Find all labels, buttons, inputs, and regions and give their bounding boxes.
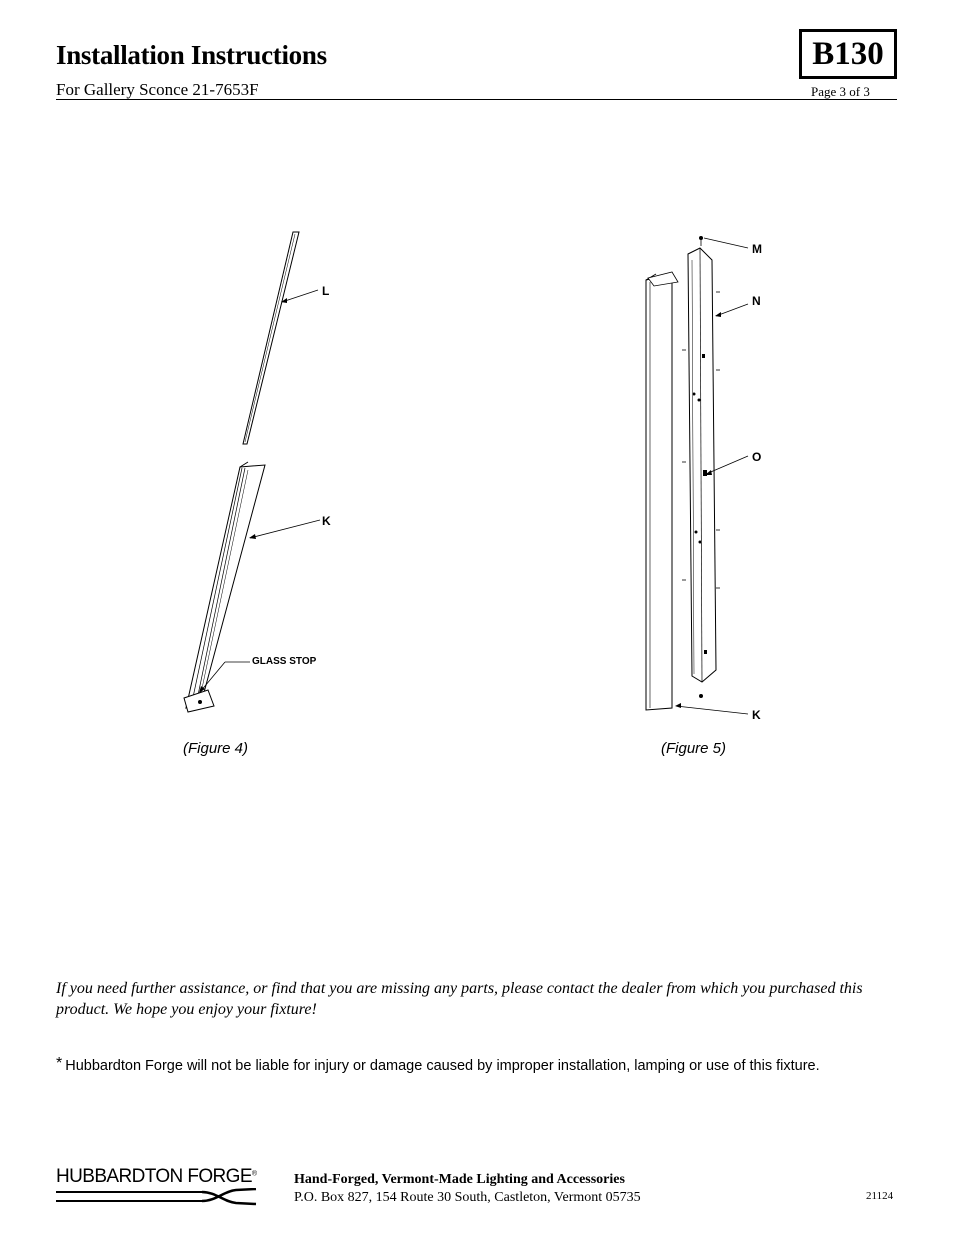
figure-5-label-o: O: [752, 450, 762, 464]
logo-registered-mark: ®: [251, 1170, 258, 1178]
page-title: Installation Instructions: [56, 40, 327, 70]
footer-tagline: Hand-Forged, Vermont-Made Lighting and Accessories: [294, 1172, 625, 1187]
figure-5-label-k: K: [752, 708, 761, 722]
footer-doc-number: 21124: [866, 1190, 894, 1202]
logo-tongs-icon: [56, 1188, 261, 1206]
figure-5-caption: (Figure 5): [661, 740, 727, 757]
figure-4-label-k: K: [322, 514, 331, 528]
footer-address: P.O. Box 827, 154 Route 30 South, Castleton, Vermont 05735: [294, 1190, 641, 1205]
figure-5-drawing: [636, 230, 766, 730]
figure-4-drawing: [170, 222, 360, 722]
logo-wordmark: HUBBARDTON FORGE: [56, 1166, 252, 1187]
figure-4-label-glass-stop: GLASS STOP: [252, 656, 317, 667]
document-code-box: B130: [799, 29, 897, 79]
assistance-note: If you need further assistance, or find that you are missing any parts, please contact the dealer from which you purchased this product. We hope you enjoy your fixture!: [56, 980, 863, 1018]
figure-4-caption: (Figure 4): [183, 740, 249, 757]
page-subtitle: For Gallery Sconce 21-7653F: [56, 80, 259, 99]
figure-5-label-m: M: [752, 242, 762, 256]
page-number: Page 3 of 3: [811, 84, 870, 99]
hubbardton-forge-logo: [56, 1166, 266, 1210]
figure-4-label-l: L: [322, 284, 330, 298]
disclaimer-text: Hubbardton Forge will not be liable for injury or damage caused by improper installation, lamping or use of this fixture.: [65, 1058, 820, 1074]
liability-disclaimer: [56, 1055, 820, 1074]
figure-5-label-n: N: [752, 294, 761, 308]
header-rule: [56, 99, 897, 100]
disclaimer-asterisk: *: [56, 1055, 63, 1072]
